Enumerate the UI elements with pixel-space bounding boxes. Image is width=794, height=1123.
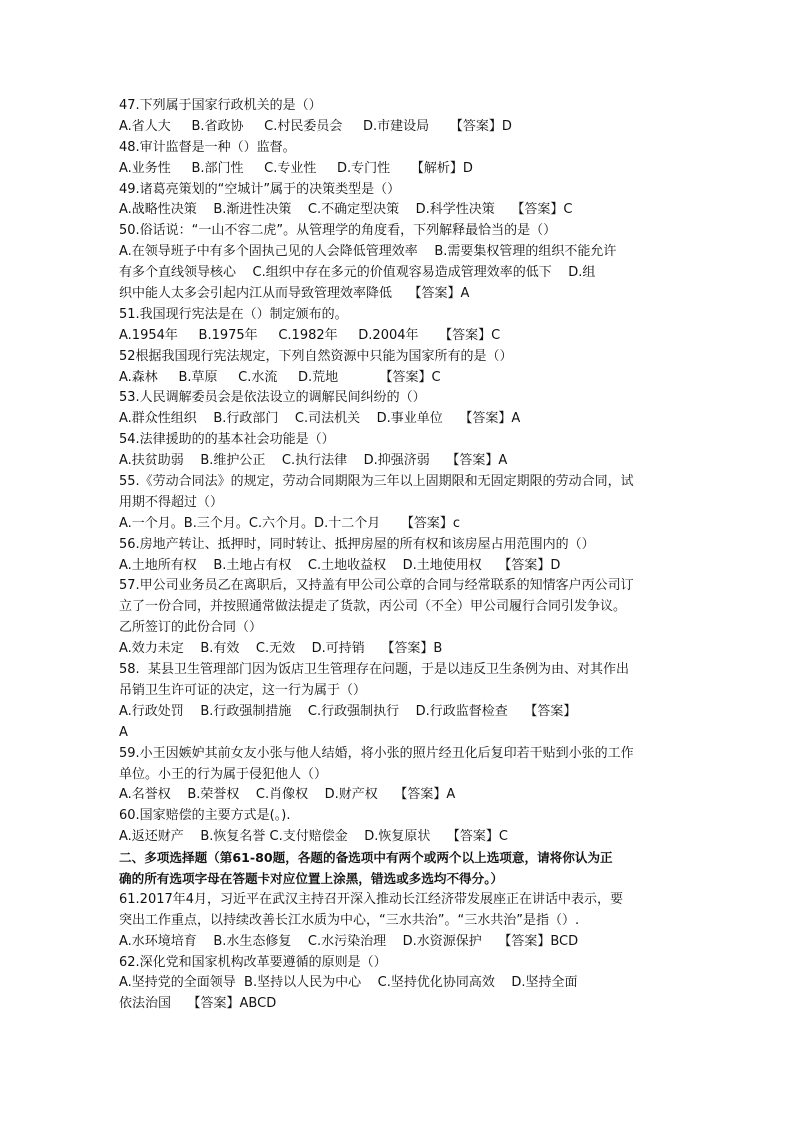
text-line: 51.我国现行宪法是在（）制定颁布的。	[119, 306, 348, 322]
text-line: 60.国家赔偿的主要方式是(。).	[119, 808, 291, 824]
text-line: A.业务性 B.部门性 C.专业性 D.专门性 【解析】D	[119, 160, 473, 176]
text-line: A.坚持党的全面领导 B.坚持以人民为中心 C.坚持优化协同高效 D.坚持全面	[119, 975, 578, 991]
text-line: 57.甲公司业务员乙在离职后，又持盖有甲公司公章的合同与经常联系的知情客户丙公司订	[119, 578, 634, 594]
text-line: 织中能人太多会引起内江从而导致管理效率降低 【答案】A	[119, 286, 470, 302]
text-line: 59.小王因嫉妒其前女友小张与他人结婚，将小张的照片经丑化后复印若干贴到小张的工作	[119, 745, 634, 761]
text-line: A.土地所有权 B.土地占有权 C.土地收益权 D.土地使用权 【答案】D	[119, 557, 561, 573]
section-heading-line: 确的所有选项字母在答题卡对应位置上涂黑，错选或多选均不得分。）	[119, 870, 504, 886]
text-line: 52根据我国现行宪法规定，下列自然资源中只能为国家所有的是（）	[119, 348, 513, 364]
text-line: 48.审计监督是一种（）监督。	[119, 139, 296, 155]
text-line: A.扶贫助弱 B.维护公正 C.执行法律 D.抑强济弱 【答案】A	[119, 453, 508, 469]
text-line: 47.下列属于国家行政机关的是（）	[119, 98, 322, 113]
document-body	[119, 96, 675, 1015]
text-line: 50.俗话说：“一山不容二虎”。从管理学的角度看，下列解释最恰当的是（）	[119, 223, 557, 239]
text-line: 有多个直线领导核心 C.组织中存在多元的价值观容易造成管理效率的低下 D.组	[119, 265, 596, 281]
text-line: A.1954年 B.1975年 C.1982年 D.2004年 【答案】C	[119, 327, 501, 343]
text-line: 立了一份合同，并按照通常做法提走了货款，丙公司（不全）甲公司履行合同引发争议。	[119, 599, 627, 615]
text-line: A.行政处罚 B.行政强制措施 C.行政强制执行 D.行政监督检查 【答案】	[119, 703, 577, 719]
text-line: A.战略性决策 B.渐进性决策 C.不确定型决策 D.科学性决策 【答案】C	[119, 202, 573, 218]
text-line: 吊销卫生许可证的决定，这一行为属于（）	[119, 682, 367, 698]
text-line: 54.法律援助的的基本社会功能是（）	[119, 432, 335, 448]
text-line: A.水环境培育 B.水生态修复 C.水污染治理 D.水资源保护 【答案】BCD	[119, 933, 579, 949]
text-line: A.一个月。B.三个月。C.六个月。D.十二个月 【答案】c	[119, 515, 461, 531]
text-line: 58. 某县卫生管理部门因为饭店卫生管理存在问题，于是以违反卫生条例为由、对其作出	[119, 662, 629, 678]
text-line: 突出工作重点，以持续改善长江水质为中心，“三水共治”。“三水共治”是指（）.	[119, 912, 580, 928]
text-line: A.效力未定 B.有效 C.无效 D.可持销 【答案】B	[119, 641, 443, 657]
text-line: A.省人大 B.省政协 C.村民委员会 D.市建设局 【答案】D	[119, 118, 512, 134]
text-line: 61.2017年4月，习近平在武汉主持召开深入推动长江经济带发展座正在讲话中表示，要	[119, 891, 624, 907]
text-line: A.群众性组织 B.行政部门 C.司法机关 D.事业单位 【答案】A	[119, 411, 521, 427]
text-line: 49.诸葛亮策划的“空城计”属于的决策类型是（）	[119, 181, 401, 197]
text-line: 56.房地产转让、抵押时，同时转让、抵押房屋的所有权和该房屋占用范围内的（）	[119, 536, 595, 552]
text-line: A.名誉权 B.荣誉权 C.肖像权 D.财产权 【答案】A	[119, 787, 456, 803]
text-line: 乙所签订的此份合同（）	[119, 620, 263, 636]
text-line: 用期不得超过（）	[119, 494, 224, 510]
text-line: 62.深化党和国家机构改革要遵循的原则是（）	[119, 954, 387, 970]
text-line: A.森林 B.草原 C.水流 D.荒地 【答案】C	[119, 369, 441, 385]
text-line: 依法治国 【答案】ABCD	[119, 996, 277, 1012]
section-heading-line: 二、多项选择题（第61-80题，各题的备选项中有两个或两个以上选项意，请将你认为正	[119, 850, 613, 866]
text-line: 单位。小王的行为属于侵犯他人（）	[119, 766, 328, 782]
text-line: A	[119, 724, 128, 740]
text-line: A.在领导班子中有多个固执己见的人会降低管理效率 B.需要集权管理的组织不能允许	[119, 244, 617, 260]
text-line: 55.《劳动合同法》的规定，劳动合同期限为三年以上固期限和无固定期限的劳动合同，试	[119, 474, 634, 490]
text-line: A.返还财产 B.恢复名誉 C.支付赔偿金 D.恢复原状 【答案】C	[119, 829, 508, 845]
text-line: 53.人民调解委员会是依法设立的调解民间纠纷的（）	[119, 390, 426, 406]
